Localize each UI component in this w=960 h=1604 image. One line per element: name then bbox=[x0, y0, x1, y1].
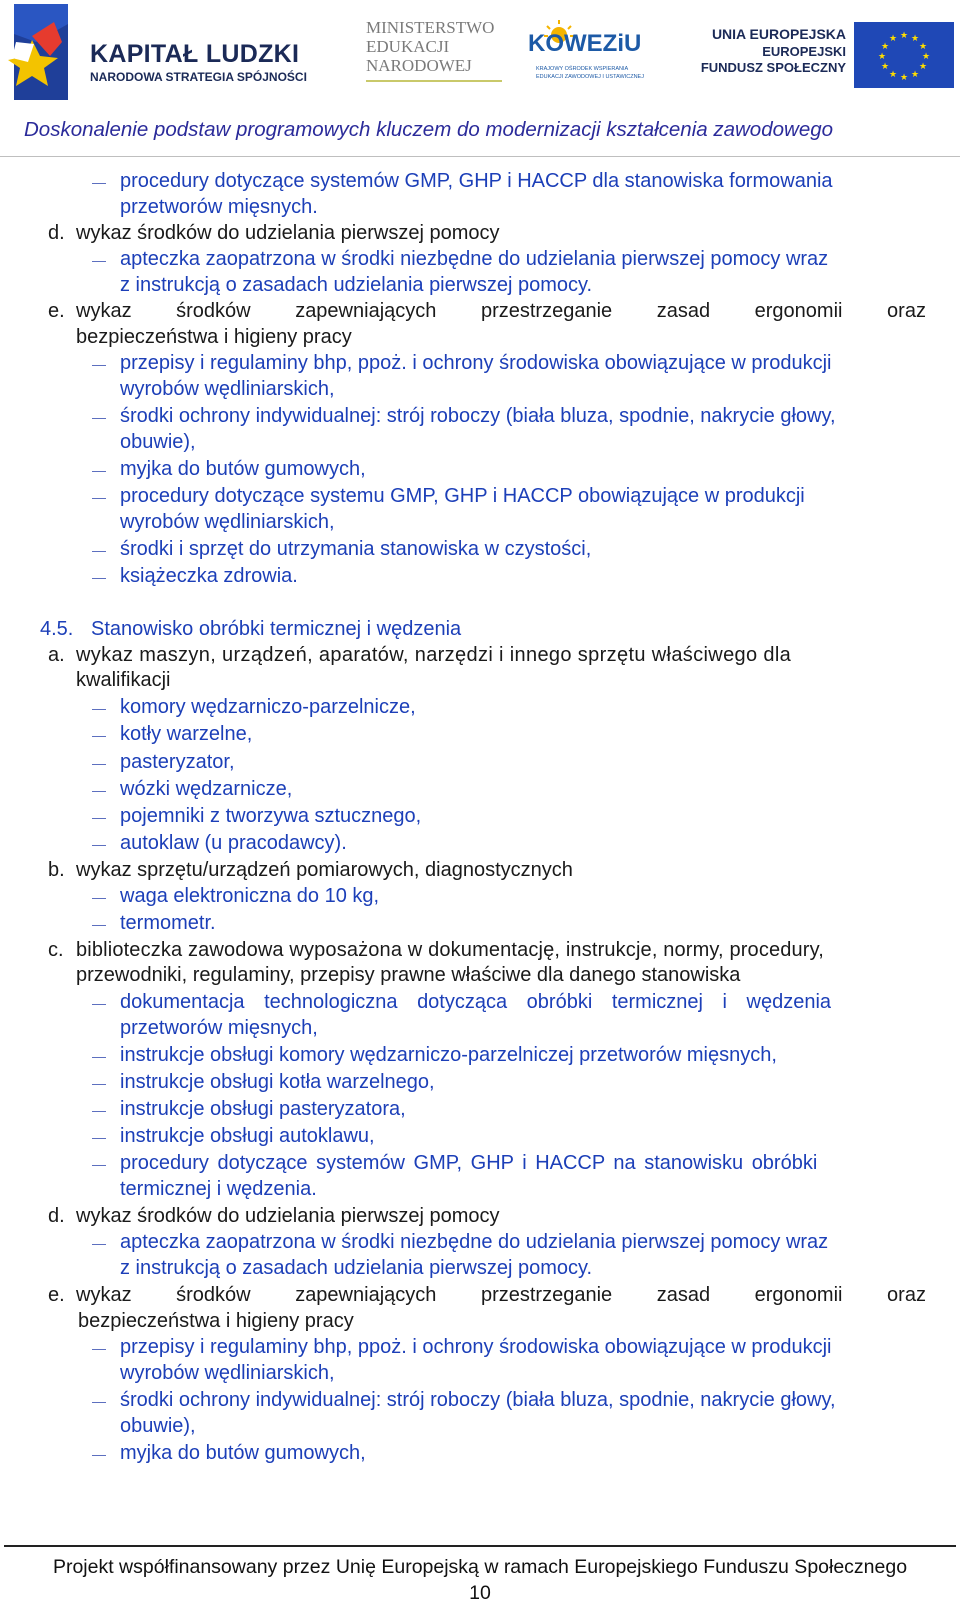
list-item: przepisy i regulaminy bhp, ppoż. i ochrony środowiska obowiązujące w produkcji bbox=[120, 352, 832, 374]
section-heading: wykaz sprzętu/urządzeń pomiarowych, diagnostycznych bbox=[76, 859, 573, 881]
word: przestrzeganie bbox=[480, 1284, 613, 1306]
list-item-cont: wyrobów wędliniarskich, bbox=[120, 378, 335, 400]
svg-text:★: ★ bbox=[910, 70, 920, 80]
bullet-dash bbox=[92, 471, 106, 472]
subsection-number: 4.5. bbox=[40, 618, 74, 640]
list-item: apteczka zaopatrzona w środki niezbędne do udzielania pierwszej pomocy wraz bbox=[120, 1231, 829, 1253]
subsection-title: Stanowisko obróbki termicznej i wędzenia bbox=[91, 618, 462, 640]
unia-europejska-logo bbox=[700, 22, 954, 92]
bullet-dash bbox=[92, 1455, 106, 1456]
ministerstwo-line-3: NARODOWEJ bbox=[366, 56, 472, 75]
bullet-dash bbox=[92, 1402, 106, 1403]
section-letter: b. bbox=[48, 859, 65, 881]
word: wykaz bbox=[76, 300, 132, 322]
bullet-dash bbox=[92, 261, 106, 262]
svg-text:★: ★ bbox=[899, 73, 909, 83]
bullet-dash bbox=[92, 764, 106, 765]
bullet-dash bbox=[92, 791, 106, 792]
list-item-cont: z instrukcją o zasadach udzielania pierwszej pomocy. bbox=[120, 274, 593, 296]
bullet-dash bbox=[92, 845, 106, 846]
svg-text:★: ★ bbox=[918, 62, 928, 72]
list-item-cont: przetworów mięsnych, bbox=[120, 1017, 318, 1039]
word: wykaz bbox=[76, 1284, 132, 1306]
svg-text:★: ★ bbox=[899, 31, 909, 41]
list-item: książeczka zdrowia. bbox=[120, 565, 298, 587]
word: oraz bbox=[887, 1284, 926, 1306]
bullet-dash bbox=[92, 551, 106, 552]
svg-text:★: ★ bbox=[910, 34, 920, 44]
kowezu-subtitle-1: KRAJOWY OŚRODEK WSPIERANIA bbox=[536, 66, 629, 72]
kowezu-title: KOWEZiU bbox=[528, 30, 642, 57]
section-heading-cont: kwalifikacji bbox=[76, 669, 171, 691]
word: oraz bbox=[887, 300, 926, 322]
bullet-dash bbox=[92, 736, 106, 737]
section-letter: e. bbox=[48, 300, 65, 322]
list-item: przepisy i regulaminy bhp, ppoż. i ochrony środowiska obowiązujące w produkcji bbox=[120, 1336, 832, 1358]
kapital-ludzki-subtitle: NARODOWA STRATEGIA SPÓJNOŚCI bbox=[90, 70, 307, 84]
svg-text:★: ★ bbox=[918, 42, 928, 52]
list-item: pasteryzator, bbox=[120, 751, 235, 773]
kowezu-subtitle-2: EDUKACJI ZAWODOWEJ I USTAWICZNEJ bbox=[536, 74, 644, 80]
section-heading-cont: bezpieczeństwa i higieny pracy bbox=[76, 326, 352, 348]
kowezu-logo bbox=[528, 18, 648, 90]
ministerstwo-line-1: MINISTERSTWO bbox=[366, 18, 495, 37]
ue-line-1: UNIA EUROPEJSKA bbox=[711, 26, 846, 42]
list-item: środki i sprzęt do utrzymania stanowiska w czystości, bbox=[120, 538, 592, 560]
section-letter: e. bbox=[48, 1284, 65, 1306]
list-item: procedury dotyczące systemów GMP, GHP i HACCP dla stanowiska formowania bbox=[120, 170, 833, 192]
svg-text:★: ★ bbox=[877, 52, 887, 62]
list-item-cont: z instrukcją o zasadach udzielania pierwszej pomocy. bbox=[120, 1257, 593, 1279]
bullet-dash bbox=[92, 925, 106, 926]
eu-flag-icon bbox=[854, 22, 954, 88]
kapital-ludzki-logo bbox=[6, 4, 306, 104]
footer-text: Projekt współfinansowany przez Unię Europejską w ramach Europejskiego Funduszu Społecznego bbox=[52, 1556, 908, 1578]
list-item: termometr. bbox=[120, 912, 216, 934]
bullet-dash bbox=[92, 183, 106, 184]
list-item: autoklaw (u pracodawcy). bbox=[120, 832, 347, 854]
svg-text:★: ★ bbox=[880, 62, 890, 72]
list-item-cont: obuwie), bbox=[120, 1415, 196, 1437]
list-item: pojemniki z tworzywa sztucznego, bbox=[120, 805, 422, 827]
svg-text:★: ★ bbox=[888, 34, 898, 44]
bullet-dash bbox=[92, 418, 106, 419]
footer-divider bbox=[4, 1545, 956, 1547]
list-item: procedury dotyczące systemu GMP, GHP i HACCP obowiązujące w produkcji bbox=[120, 485, 805, 507]
word: przestrzeganie bbox=[480, 300, 613, 322]
section-heading: wykaz środków do udzielania pierwszej pomocy bbox=[76, 1205, 500, 1227]
list-item: myjka do butów gumowych, bbox=[120, 458, 366, 480]
list-item: środki ochrony indywidualnej: strój roboczy (biała bluza, spodnie, nakrycie głowy, bbox=[120, 1389, 836, 1411]
list-item: instrukcje obsługi pasteryzatora, bbox=[120, 1098, 406, 1120]
word: ergonomii bbox=[754, 1284, 843, 1306]
header-title: Doskonalenie podstaw programowych kluczem do modernizacji kształcenia zawodowego bbox=[24, 118, 834, 141]
list-item: komory wędzarniczo-parzelnicze, bbox=[120, 696, 416, 718]
bullet-dash bbox=[92, 709, 106, 710]
bullet-dash bbox=[92, 1004, 106, 1005]
section-letter: a. bbox=[48, 644, 65, 666]
list-item: środki ochrony indywidualnej: strój roboczy (biała bluza, spodnie, nakrycie głowy, bbox=[120, 405, 836, 427]
ue-line-2: EUROPEJSKI bbox=[762, 44, 846, 59]
section-letter: d. bbox=[48, 1205, 65, 1227]
bullet-dash bbox=[92, 1111, 106, 1112]
bullet-dash bbox=[92, 1349, 106, 1350]
bullet-dash bbox=[92, 1244, 106, 1245]
section-heading: wykaz środków do udzielania pierwszej pomocy bbox=[76, 222, 500, 244]
bullet-dash bbox=[92, 1084, 106, 1085]
kapital-ludzki-emblem-icon bbox=[6, 4, 76, 102]
page-number: 10 bbox=[469, 1582, 491, 1604]
ministerstwo-line-2: EDUKACJI bbox=[366, 37, 450, 56]
section-heading-justified bbox=[76, 1282, 926, 1308]
list-item-cont: termicznej i wędzenia. bbox=[120, 1178, 317, 1200]
bullet-dash bbox=[92, 818, 106, 819]
svg-text:★: ★ bbox=[880, 42, 890, 52]
list-item: instrukcje obsługi kotła warzelnego, bbox=[120, 1071, 435, 1093]
word: zapewniających bbox=[295, 300, 437, 322]
section-heading: wykaz maszyn, urządzeń, aparatów, narzędzi i innego sprzętu właściwego dla bbox=[76, 644, 792, 666]
section-letter: c. bbox=[48, 939, 64, 961]
bullet-dash bbox=[92, 1138, 106, 1139]
section-heading-justified bbox=[76, 298, 926, 324]
ue-line-3: FUNDUSZ SPOŁECZNY bbox=[700, 60, 846, 75]
list-item-cont: przetworów mięsnych. bbox=[120, 196, 318, 218]
word: ergonomii bbox=[754, 300, 843, 322]
kapital-ludzki-title: KAPITAŁ LUDZKI bbox=[90, 40, 300, 68]
header-divider bbox=[0, 156, 960, 157]
svg-text:★: ★ bbox=[921, 52, 931, 62]
word: zasad bbox=[656, 300, 711, 322]
list-item-cont: wyrobów wędliniarskich, bbox=[120, 511, 335, 533]
section-heading-cont: przewodniki, regulaminy, przepisy prawne właściwe dla danego stanowiska bbox=[76, 964, 741, 986]
list-item: apteczka zaopatrzona w środki niezbędne do udzielania pierwszej pomocy wraz bbox=[120, 248, 829, 270]
bullet-dash bbox=[92, 498, 106, 499]
list-item: waga elektroniczna do 10 kg, bbox=[120, 885, 380, 907]
section-heading-cont: bezpieczeństwa i higieny pracy bbox=[78, 1310, 354, 1332]
bullet-dash bbox=[92, 365, 106, 366]
list-item: kotły warzelne, bbox=[120, 723, 253, 745]
list-item-cont: obuwie), bbox=[120, 431, 196, 453]
bullet-dash bbox=[92, 898, 106, 899]
list-item-cont: wyrobów wędliniarskich, bbox=[120, 1362, 335, 1384]
list-item: wózki wędzarnicze, bbox=[120, 778, 293, 800]
bullet-dash bbox=[92, 1165, 106, 1166]
ministerstwo-logo bbox=[366, 18, 506, 88]
list-item: instrukcje obsługi komory wędzarniczo-parzelniczej przetworów mięsnych, bbox=[120, 1044, 777, 1066]
bullet-dash bbox=[92, 1057, 106, 1058]
ministerstwo-underline bbox=[366, 80, 502, 82]
list-item: instrukcje obsługi autoklawu, bbox=[120, 1125, 375, 1147]
word: środków bbox=[176, 1284, 251, 1306]
svg-text:★: ★ bbox=[888, 70, 898, 80]
header-logos bbox=[0, 0, 960, 110]
word: zasad bbox=[656, 1284, 711, 1306]
list-item: myjka do butów gumowych, bbox=[120, 1442, 366, 1464]
section-letter: d. bbox=[48, 222, 65, 244]
section-heading: biblioteczka zawodowa wyposażona w dokumentację, instrukcje, normy, procedury, bbox=[76, 939, 824, 961]
word: zapewniających bbox=[295, 1284, 437, 1306]
list-item: procedury dotyczące systemów GMP, GHP i HACCP na stanowisku obróbki bbox=[120, 1152, 818, 1174]
bullet-dash bbox=[92, 578, 106, 579]
list-item: dokumentacja technologiczna dotycząca obróbki termicznej i wędzenia bbox=[120, 991, 832, 1013]
word: środków bbox=[176, 300, 251, 322]
